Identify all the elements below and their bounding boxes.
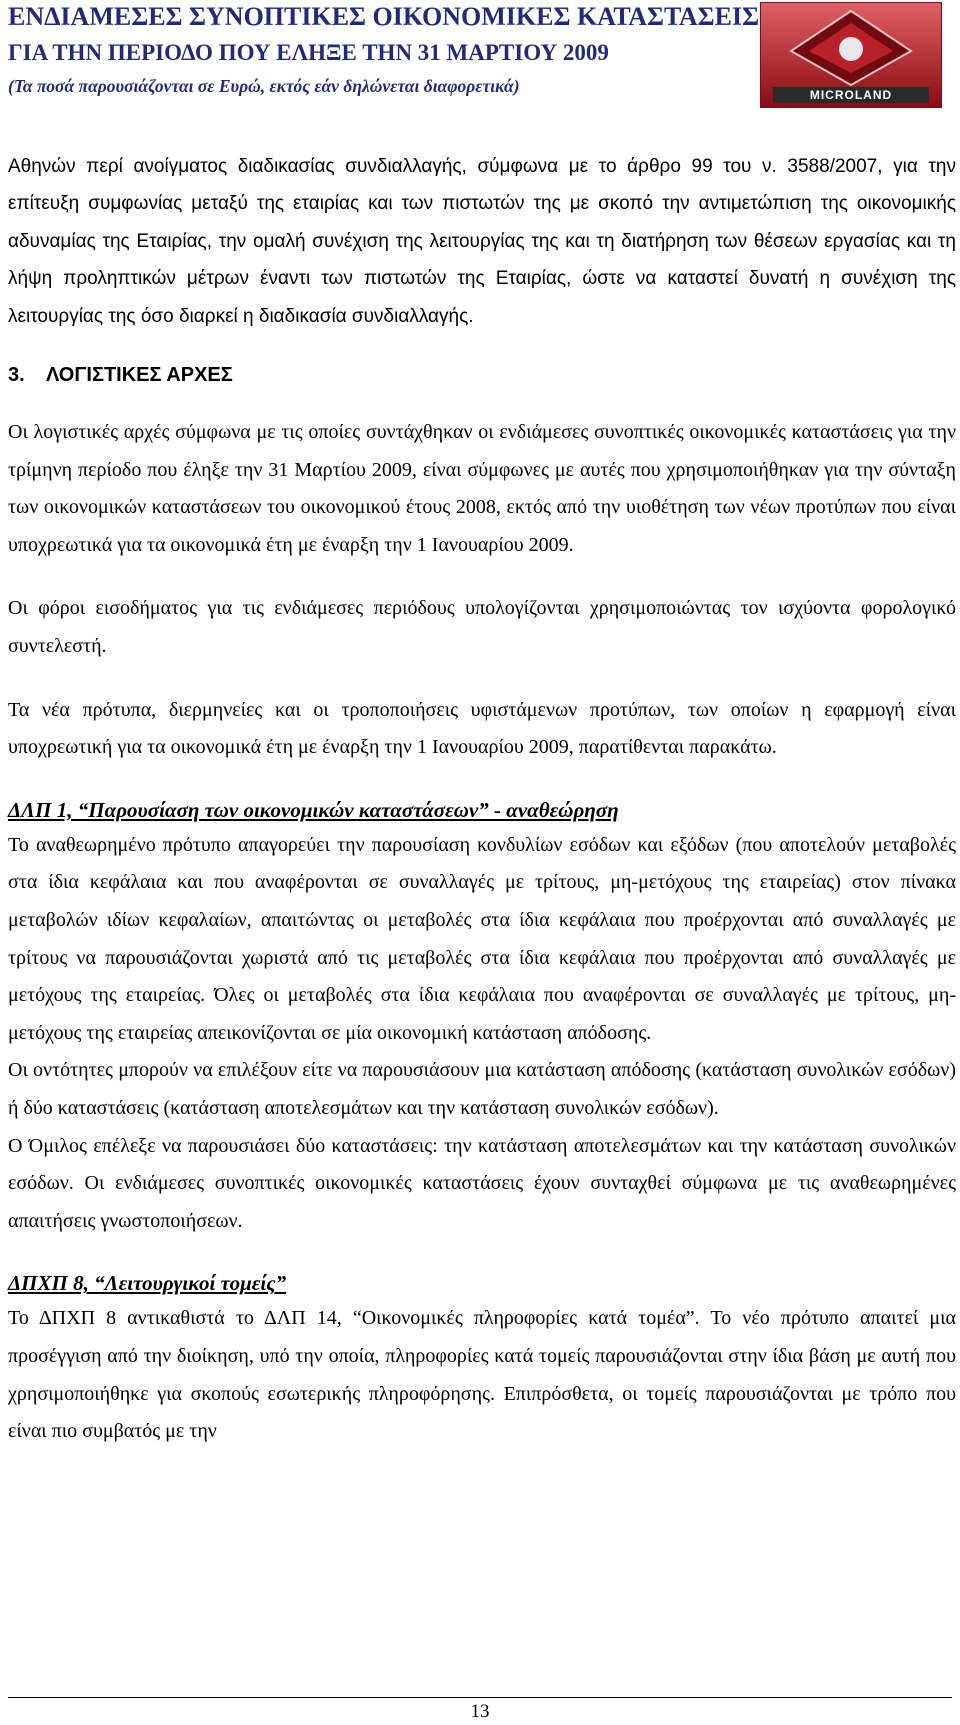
- page-body: [8, 148, 956, 1451]
- dlp1-paragraph: Ο Όμιλος επέλεξε να παρουσιάσει δύο καταστάσεις: την κατάσταση αποτελεσμάτων και την κατάσταση συνολικών εσόδων. Οι ενδιάμεσες συνοπτικές οικονομικές καταστάσεις έχουν συνταχθεί σύμφωνα με τις αναθεωρημένες απαιτήσεις γνωστοποιήσεων.: [8, 1134, 956, 1232]
- paragraph-new-standards: Τα νέα πρότυπα, διερμηνείες και οι τροποποιήσεις υφιστάμενων προτύπων, των οποίων η εφαρμογή είναι υποχρεωτική για τα οικονομικά έτη με έναρξη την 1 Ιανουαρίου 2009, παρατίθενται παρακάτω.: [8, 698, 956, 759]
- dlp1-paragraph: Το αναθεωρημένο πρότυπο απαγορεύει την παρουσίαση κονδυλίων εσόδων και εξόδων (που αποτελούν μεταβολές στα ίδια κεφάλαια και που αναφέρονται σε συναλλαγές με τρίτους, μη-μετόχους της εταιρείας) στον πίνακα μεταβολών ιδίων κεφαλαίων, απαιτώντας οι μεταβολές στα ίδια κεφάλαια που προέρχονται από συναλλαγές με τρίτους να παρουσιάζονται χωριστά από τις μεταβολές στα ίδια κεφάλαια που προέρχονται από συναλλαγές με μετόχους της εταιρείας. Όλες οι μεταβολές στα ίδια κεφάλαια που αναφέρονται σε συναλλαγές με τρίτους, μη-μετόχους της εταιρείας απεικονίζονται σε μία οικονομική κατάσταση απόδοσης.: [8, 833, 956, 1044]
- dpxp8-paragraph: Το ΔΠΧΠ 8 αντικαθιστά το ΔΛΠ 14, “Οικονομικές πληροφορίες κατά τομέα”. Το νέο πρότυπο απαιτεί μια προσέγγιση από την διοίκηση, υπό την οποία, πληροφορίες κατά τομείς παρουσιάζονται στην ίδια βάση με αυτή που χρησιμοποιήθηκε για σκοπούς εσωτερικής πληροφόρησης. Επιπρόσθετα, οι τομείς παρουσιάζονται με τρόπο που είναι πιο συμβατός με την: [8, 1307, 956, 1443]
- page-number: 13: [470, 1701, 490, 1722]
- section-heading: [8, 358, 956, 392]
- report-title-line2: ΓΙΑ ΤΗΝ ΠΕΡΙΟΔΟ ΠΟΥ ΕΛΗΞΕ ΤΗΝ 31 ΜΑΡΤΙΟΥ 2009: [8, 40, 609, 65]
- currency-note: (Τα ποσά παρουσιάζονται σε Ευρώ, εκτός εάν δηλώνεται διαφορετικά): [8, 76, 520, 96]
- page-header: [8, 0, 952, 110]
- dpxp8-heading: ΔΠΧΠ 8, “Λειτουργικοί τομείς”: [8, 1271, 287, 1296]
- section-title: ΛΟΓΙΣΤΙΚΕΣ ΑΡΧΕΣ: [46, 364, 233, 387]
- microland-logo: [760, 2, 942, 108]
- intro-paragraph: Αθηνών περί ανοίγματος διαδικασίας συνδιαλλαγής, σύμφωνα με το άρθρο 99 του ν. 3588/2007, για την επίτευξη συμφωνίας μεταξύ της εταιρίας και των πιστωτών της με σκοπό την αντιμετώπιση της οικονομικής αδυναμίας της Εταιρίας, την ομαλή συνέχιση της λειτουργίας της και τη διατήρηση των θέσεων εργασίας και τη λήψη προληπτικών μέτρων έναντι των πιστωτών της Εταιρίας, ώστε να καταστεί δυνατή η συνέχιση της λειτουργίας της όσο διαρκεί η διαδικασία συνδιαλλαγής.: [8, 156, 956, 327]
- paragraph-accounting-policies: Οι λογιστικές αρχές σύμφωνα με τις οποίες συντάχθηκαν οι ενδιάμεσες συνοπτικές οικονομικές καταστάσεις για την τρίμηνη περίοδο που έληξε την 31 Μαρτίου 2009, είναι σύμφωνες με αυτές που χρησιμοποιήθηκαν για την σύνταξη των οικονομικών καταστάσεων του οικονομικού έτους 2008, εκτός από την υιοθέτηση των νέων προτύπων που είναι υποχρεωτικά για τα οικονομικά έτη με έναρξη την 1 Ιανουαρίου 2009.: [8, 421, 956, 556]
- paragraph-income-tax: Οι φόροι εισοδήματος για τις ενδιάμεσες περιόδους υπολογίζονται χρησιμοποιώντας τον ισχύοντα φορολογικό συντελεστή.: [8, 597, 956, 657]
- logo-wordmark: MICROLAND: [773, 87, 929, 103]
- report-title-line1: ΕΝΔΙΑΜΕΣΕΣ ΣΥΝΟΠΤΙΚΕΣ ΟΙΚΟΝΟΜΙΚΕΣ ΚΑΤΑΣΤΑΣΕΙΣ: [8, 2, 760, 31]
- section-number: 3.: [8, 364, 25, 387]
- dlp1-paragraph: Οι οντότητες μπορούν να επιλέξουν είτε να παρουσιάσουν μια κατάσταση απόδοσης (κατάσταση συνολικών εσόδων) ή δύο καταστάσεις (κατάσταση αποτελεσμάτων και την κατάσταση συνολικών εσόδων).: [8, 1059, 956, 1119]
- dlp1-heading: ΔΛΠ 1, “Παρουσίαση των οικονομικών καταστάσεων” - αναθεώρηση: [8, 797, 619, 822]
- footer-divider: [8, 1697, 952, 1698]
